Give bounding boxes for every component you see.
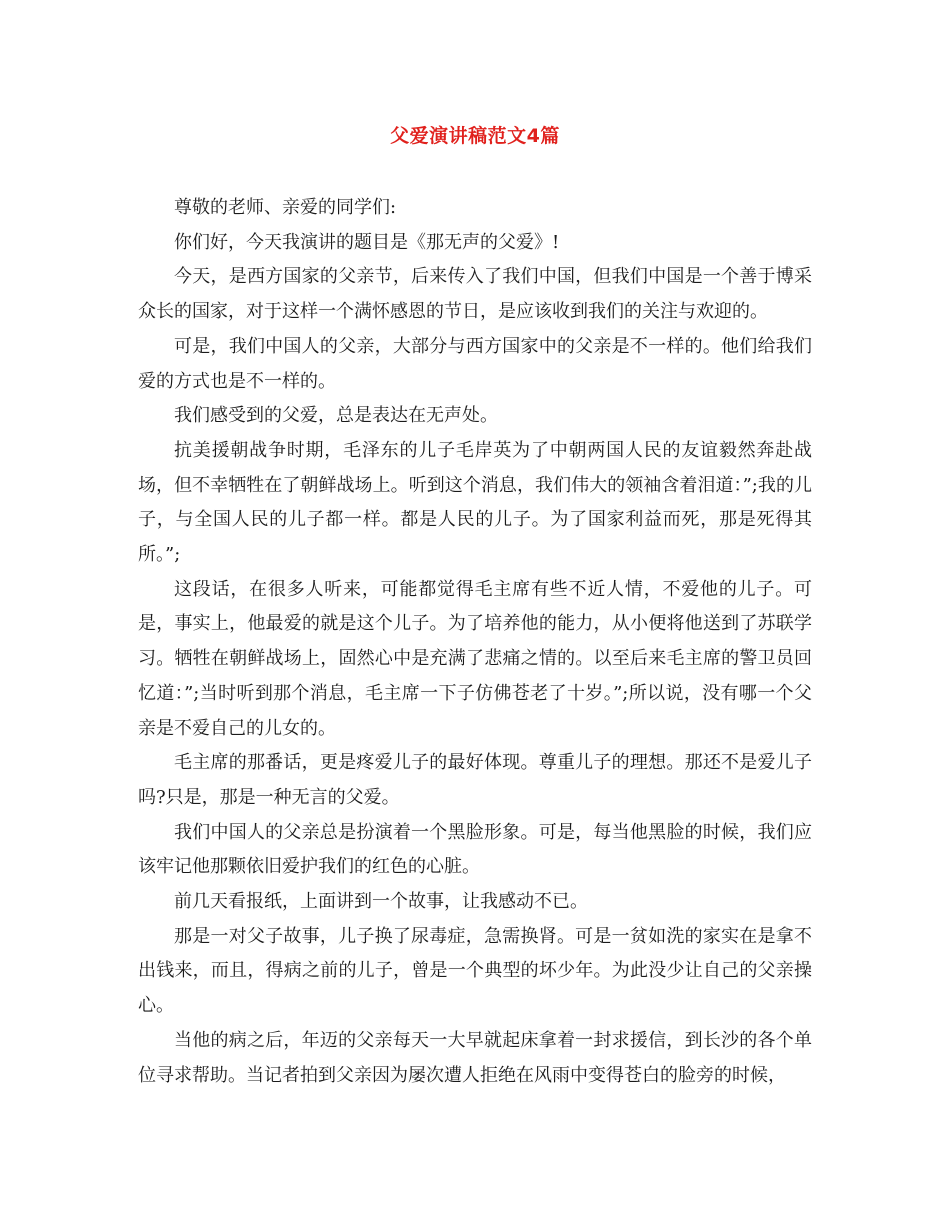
paragraph-greeting: 你们好，今天我演讲的题目是《那无声的父爱》! (174, 231, 560, 253)
paragraph-salutation: 尊敬的老师、亲爱的同学们: (174, 197, 397, 218)
paragraph-chairman-love: 这段话，在很多人听来，可能都觉得毛主席有些不近人情，不爱他的儿子。可是，事实上，他最爱的就是这个儿子。为了培养他的能力，从小便将他送到了苏联学习。牺牲在朝鲜战场上，固然心中是充满了悲痛之情的。以至后来毛主席的警卫员回忆道：”;当时听到那个消息，毛主席一下子仿佛苍老了十岁。”;所以说，没有哪一个父亲是不爱自己的儿女的。 (138, 578, 812, 739)
paragraph-chinese-fathers: 可是，我们中国人的父亲，大部分与西方国家中的父亲是不一样的。他们给我们爱的方式也是不一样的。 (138, 335, 812, 392)
paragraph-respect-ideals: 毛主席的那番话，更是疼爱儿子的最好体现。尊重儿子的理想。那还不是爱儿子吗?只是，那是一种无言的父爱。 (138, 752, 812, 808)
paragraph-fathers-day: 今天，是西方国家的父亲节，后来传入了我们中国，但我们中国是一个善于博采众长的国家，对于这样一个满怀感恩的节日，是应该收到我们的关注与欢迎的。 (138, 266, 812, 323)
paragraph-silent-love: 我们感受到的父爱，总是表达在无声处。 (174, 405, 498, 427)
paragraph-father-son-story: 那是一对父子故事，儿子换了尿毒症，急需换肾。可是一贫如洗的家实在是拿不出钱来，而且，得病之前的儿子，曾是一个典型的坏少年。为此没少让自己的父亲操心。 (138, 925, 812, 1017)
paragraph-seeking-help: 当他的病之后，年迈的父亲每天一大早就起床拿着一封求援信，到长沙的各个单位寻求帮助。当记者拍到父亲因为屡次遭人拒绝在风雨中变得苍白的脸旁的时候， (138, 1029, 812, 1086)
paragraph-korean-war: 抗美援朝战争时期，毛泽东的儿子毛岸英为了中朝两国人民的友谊毅然奔赴战场，但不幸牺牲在了朝鲜战场上。听到这个消息，我们伟大的领袖含着泪道：”;我的儿子，与全国人民的儿子都一样。都是人民的儿子。为了国家利益而死，那是死得其所。”; (138, 439, 812, 566)
paragraph-newspaper: 前几天看报纸，上面讲到一个故事，让我感动不已。 (174, 891, 588, 913)
paragraph-black-face: 我们中国人的父亲总是扮演着一个黑脸形象。可是，每当他黑脸的时候，我们应该牢记他那颗依旧爱护我们的红色的心脏。 (138, 821, 812, 878)
document-body (138, 191, 812, 1093)
document-title: 父爱演讲稿范文4篇 (390, 125, 560, 147)
